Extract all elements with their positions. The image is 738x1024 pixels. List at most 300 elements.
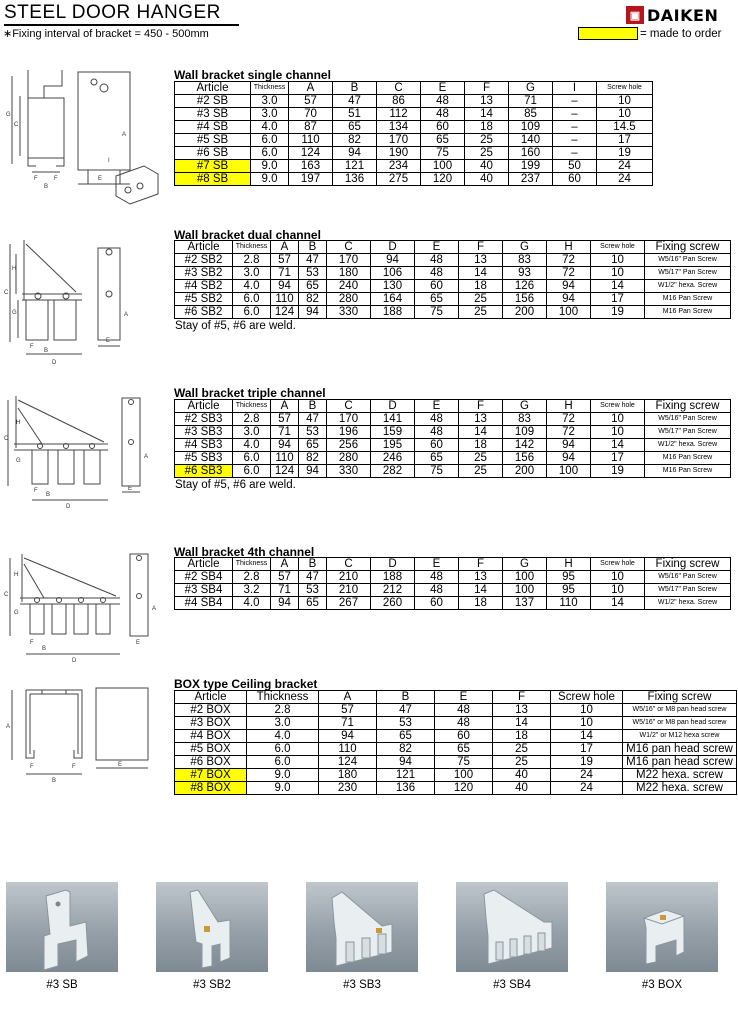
table-cell: 53 [299,426,327,439]
table-cell: #4 SB2 [175,280,233,293]
svg-text:C: C [14,122,19,128]
table-cell: 100 [435,769,493,782]
sb-bracket-icon [6,882,118,972]
table-cell: 47 [299,413,327,426]
table-cell: 47 [377,704,435,717]
table-cell: M16 Pan Screw [645,293,731,306]
table-header-row [175,691,737,704]
svg-text:C: C [4,290,9,296]
table-cell: 57 [319,704,377,717]
table-cell: 199 [509,160,553,173]
table-cell: 48 [415,571,459,584]
table-cell: 4.0 [233,280,271,293]
column-header: D [371,400,415,413]
daiken-logo-text: DAIKEN [647,5,719,25]
table-row [175,280,731,293]
column-header: Screw hole [591,241,645,254]
table-cell: 18 [493,730,551,743]
table-cell: 6.0 [251,147,289,160]
column-header: D [371,558,415,571]
table-cell: 60 [415,597,459,610]
svg-text:E: E [118,762,123,768]
sb2-spec-table [174,240,731,319]
table-cell: 25 [493,756,551,769]
table-cell: W1/2" or M12 hexa screw [623,730,737,743]
table-cell: W5/17" Pan Screw [645,584,731,597]
table-row [175,597,731,610]
column-header: C [327,241,371,254]
column-header: C [327,400,371,413]
table-cell: #2 SB4 [175,571,233,584]
table-cell: #5 SB [175,134,251,147]
table-cell: 188 [371,306,415,319]
sb2-technical-drawing [4,234,164,374]
table-cell: 120 [421,173,465,186]
table-cell: 6.0 [233,306,271,319]
table-cell: 57 [289,95,333,108]
table-cell: 48 [415,267,459,280]
table-cell: 24 [551,782,623,795]
table-cell: 94 [547,439,591,452]
table-cell: 124 [271,465,299,478]
svg-text:E: E [98,176,103,182]
table-cell: W1/2" hexa. Screw [645,597,731,610]
table-cell: 142 [503,439,547,452]
table-cell: 136 [333,173,377,186]
table-cell: 17 [551,743,623,756]
table-cell: 9.0 [251,160,289,173]
table-cell: #8 BOX [175,782,247,795]
table-cell: 47 [333,95,377,108]
table-cell: 190 [377,147,421,160]
svg-text:A: A [152,606,157,612]
made-to-order-swatch [578,27,638,40]
table-cell: 25 [459,293,503,306]
table-cell: 10 [597,95,653,108]
table-cell: 180 [327,267,371,280]
photo-sb2 [156,882,268,972]
table-cell: #2 SB2 [175,254,233,267]
svg-text:A: A [144,454,149,460]
table-cell: 197 [289,173,333,186]
column-header: E [415,400,459,413]
table-cell: #5 BOX [175,743,247,756]
photo-caption: #3 SB2 [193,979,231,991]
table-cell: 246 [371,452,415,465]
table-cell: 18 [459,439,503,452]
column-header: F [459,558,503,571]
table-row [175,108,653,121]
table-cell: W5/17" Pan Screw [645,267,731,280]
table-cell: 137 [503,597,547,610]
sb4-spec-table [174,557,731,610]
table-cell: 17 [591,293,645,306]
table-cell: W1/2" hexa. Screw [645,280,731,293]
table-cell: – [553,147,597,160]
table-cell: 93 [503,267,547,280]
table-cell: 124 [271,306,299,319]
table-cell: W5/16" or M8 pan head screw [623,704,737,717]
table-cell: 75 [415,306,459,319]
table-cell: 124 [289,147,333,160]
sb-technical-drawing [4,66,164,212]
column-header: Fixing screw [623,691,737,704]
sb3-spec-table [174,399,731,478]
table-cell: 48 [415,413,459,426]
table-cell: 25 [459,306,503,319]
column-header: Article [175,82,251,95]
table-row [175,121,653,134]
svg-text:E: E [128,486,133,492]
table-cell: 14 [591,597,645,610]
table-cell: 25 [465,134,509,147]
table-cell: 94 [299,306,327,319]
table-cell: 94 [271,280,299,293]
made-to-order-label: = made to order [640,27,722,40]
table-cell: 50 [553,160,597,173]
table-cell: 134 [377,121,421,134]
table-cell: 100 [503,571,547,584]
table-cell: 10 [551,717,623,730]
box-section-title: BOX type Ceiling bracket [174,677,318,691]
svg-text:F: F [30,764,34,770]
svg-text:G: G [12,310,17,316]
table-cell: 136 [377,782,435,795]
column-header: G [503,558,547,571]
table-cell: 53 [299,584,327,597]
table-cell: 19 [597,147,653,160]
column-header: A [271,241,299,254]
table-cell: 2.8 [247,704,319,717]
box-bracket-icon [606,882,718,972]
table-cell: 14 [465,108,509,121]
table-cell: – [553,134,597,147]
photo-sb4 [456,882,568,972]
daiken-logo-mark-icon: ▣ [626,6,644,24]
table-cell: 48 [415,426,459,439]
table-cell: 48 [435,704,493,717]
table-cell: 82 [299,452,327,465]
photo-caption: #3 SB3 [343,979,381,991]
svg-text:E: E [136,640,141,646]
table-cell: 14 [591,439,645,452]
column-header: Screw hole [591,400,645,413]
sb2-bracket-icon [156,882,268,972]
column-header: G [503,400,547,413]
column-header: Thickness [247,691,319,704]
svg-text:C: C [4,436,9,442]
sb-spec-table [174,81,653,186]
table-cell: 4.0 [247,730,319,743]
page-title: STEEL DOOR HANGER [4,2,239,26]
table-cell: 87 [289,121,333,134]
table-cell: 260 [371,597,415,610]
table-cell: 19 [591,306,645,319]
table-cell: 14 [493,717,551,730]
table-cell: 86 [377,95,421,108]
table-cell: – [553,108,597,121]
table-cell: 141 [371,413,415,426]
table-cell: 94 [547,280,591,293]
svg-text:F: F [54,176,58,182]
column-header: F [459,241,503,254]
table-cell: #6 SB3 [175,465,233,478]
table-header-row [175,82,653,95]
svg-text:D: D [66,504,71,510]
column-header: Article [175,691,247,704]
table-cell: 71 [509,95,553,108]
table-cell: 72 [547,413,591,426]
sb-section-title: Wall bracket single channel [174,68,331,82]
table-cell: 4.0 [251,121,289,134]
table-cell: 196 [327,426,371,439]
table-cell: 10 [591,426,645,439]
table-cell: 40 [465,160,509,173]
table-cell: #3 BOX [175,717,247,730]
box-technical-drawing [4,684,164,794]
table-row [175,782,737,795]
table-row [175,267,731,280]
sb2-weld-note: Stay of #5, #6 are weld. [175,320,296,332]
table-cell: 65 [377,730,435,743]
table-cell: 57 [271,571,299,584]
table-cell: 13 [459,571,503,584]
table-cell: – [553,95,597,108]
table-cell: 9.0 [251,173,289,186]
table-cell: 94 [299,465,327,478]
table-cell: 72 [547,267,591,280]
table-cell: 2.8 [233,571,271,584]
sb3-bracket-icon [306,882,418,972]
fixing-interval-note: ∗Fixing interval of bracket = 450 - 500mm [3,28,209,40]
table-cell: #2 SB [175,95,251,108]
table-cell: #4 SB4 [175,597,233,610]
table-cell: 48 [421,95,465,108]
table-cell: 19 [551,756,623,769]
table-cell: 195 [371,439,415,452]
svg-text:I: I [108,158,110,164]
table-cell: 126 [503,280,547,293]
column-header: E [435,691,493,704]
table-cell: 14.5 [597,121,653,134]
table-cell: #6 SB2 [175,306,233,319]
column-header: Fixing screw [645,241,731,254]
table-cell: W1/2" hexa. Screw [645,439,731,452]
table-cell: 85 [509,108,553,121]
table-row [175,743,737,756]
table-cell: 100 [547,465,591,478]
column-header: F [465,82,509,95]
table-row [175,465,731,478]
column-header: C [327,558,371,571]
column-header: G [509,82,553,95]
table-cell: 14 [591,280,645,293]
table-cell: 10 [591,267,645,280]
table-cell: M22 hexa. screw [623,782,737,795]
table-cell: 234 [377,160,421,173]
table-cell: 280 [327,293,371,306]
table-cell: 47 [299,254,327,267]
table-cell: 65 [299,280,327,293]
table-row [175,584,731,597]
table-cell: 82 [377,743,435,756]
table-cell: 120 [435,782,493,795]
table-cell: 256 [327,439,371,452]
table-cell: 163 [289,160,333,173]
daiken-logo [626,4,734,26]
column-header: G [503,241,547,254]
table-cell: 47 [299,571,327,584]
svg-text:B: B [44,184,49,190]
table-cell: 6.0 [233,293,271,306]
table-cell: 3.0 [247,717,319,730]
table-cell: 109 [509,121,553,134]
column-header: E [421,82,465,95]
table-cell: 9.0 [247,782,319,795]
column-header: B [333,82,377,95]
table-cell: 72 [547,254,591,267]
table-cell: 112 [377,108,421,121]
table-cell: W5/17" Pan Screw [645,426,731,439]
table-cell: 6.0 [247,756,319,769]
table-cell: 121 [377,769,435,782]
table-cell: 13 [493,704,551,717]
table-cell: 10 [597,108,653,121]
table-cell: 60 [553,173,597,186]
svg-text:H: H [12,266,17,272]
table-cell: 282 [371,465,415,478]
table-row [175,306,731,319]
table-cell: 159 [371,426,415,439]
table-cell: 72 [547,426,591,439]
table-cell: 109 [503,426,547,439]
sb3-technical-drawing [4,392,164,512]
table-cell: 18 [459,280,503,293]
table-cell: W5/16" or M8 pan head screw [623,717,737,730]
table-cell: 24 [551,769,623,782]
table-cell: 71 [271,584,299,597]
table-cell: 200 [503,465,547,478]
table-cell: 65 [333,121,377,134]
table-cell: 164 [371,293,415,306]
table-cell: 188 [371,571,415,584]
table-cell: 3.2 [233,584,271,597]
table-row [175,756,737,769]
table-cell: M16 pan head screw [623,756,737,769]
table-cell: 3.0 [251,108,289,121]
table-cell: 75 [415,465,459,478]
table-cell: 94 [547,452,591,465]
table-cell: 200 [503,306,547,319]
table-cell: 237 [509,173,553,186]
table-cell: 25 [459,452,503,465]
table-cell: 71 [271,426,299,439]
table-cell: 94 [333,147,377,160]
table-cell: 170 [377,134,421,147]
table-cell: 6.0 [233,452,271,465]
table-cell: 110 [547,597,591,610]
table-cell: 6.0 [247,743,319,756]
svg-text:G: G [16,458,21,464]
table-cell: 2.8 [233,254,271,267]
table-cell: 48 [421,108,465,121]
table-cell: 19 [591,465,645,478]
svg-text:F: F [30,344,34,350]
svg-text:A: A [124,312,129,318]
column-header: I [553,82,597,95]
table-cell: 240 [327,280,371,293]
table-cell: 10 [591,254,645,267]
table-cell: #4 SB [175,121,251,134]
table-cell: 3.0 [251,95,289,108]
svg-text:E: E [106,338,111,344]
svg-text:F: F [30,640,34,646]
photo-sb [6,882,118,972]
svg-text:D: D [72,658,77,664]
table-cell: 71 [319,717,377,730]
table-row [175,95,653,108]
table-cell: 17 [597,134,653,147]
table-cell: 110 [271,293,299,306]
table-cell: 65 [299,439,327,452]
table-row [175,439,731,452]
column-header: Screw hole [551,691,623,704]
table-cell: 40 [493,769,551,782]
table-cell: 100 [503,584,547,597]
column-header: A [289,82,333,95]
column-header: H [547,558,591,571]
table-cell: 25 [493,743,551,756]
table-cell: M16 Pan Screw [645,452,731,465]
svg-text:F: F [72,764,76,770]
column-header: B [299,400,327,413]
column-header: B [377,691,435,704]
table-cell: #8 SB [175,173,251,186]
table-cell: 18 [465,121,509,134]
table-cell: 110 [319,743,377,756]
column-header: Thickness [233,400,271,413]
table-cell: 82 [299,293,327,306]
made-to-order-legend [578,27,722,40]
table-row [175,571,731,584]
table-cell: 94 [547,293,591,306]
table-cell: 280 [327,452,371,465]
table-cell: M16 Pan Screw [645,465,731,478]
box-spec-table [174,690,737,795]
sb2-section-title: Wall bracket dual channel [174,228,321,242]
column-header: Fixing screw [645,400,731,413]
table-cell: W5/16" Pan Screw [645,413,731,426]
table-cell: 53 [299,267,327,280]
table-cell: 110 [289,134,333,147]
table-cell: 60 [435,730,493,743]
table-cell: 212 [371,584,415,597]
column-header: Article [175,558,233,571]
table-cell: 75 [435,756,493,769]
column-header: A [319,691,377,704]
table-cell: 4.0 [233,439,271,452]
table-cell: 82 [333,134,377,147]
table-cell: 10 [591,413,645,426]
table-cell: #7 SB [175,160,251,173]
column-header: E [415,241,459,254]
table-row [175,426,731,439]
sb4-section-title: Wall bracket 4th channel [174,545,315,559]
table-cell: 110 [271,452,299,465]
table-cell: 57 [271,254,299,267]
column-header: Screw hole [597,82,653,95]
svg-text:A: A [6,724,11,730]
